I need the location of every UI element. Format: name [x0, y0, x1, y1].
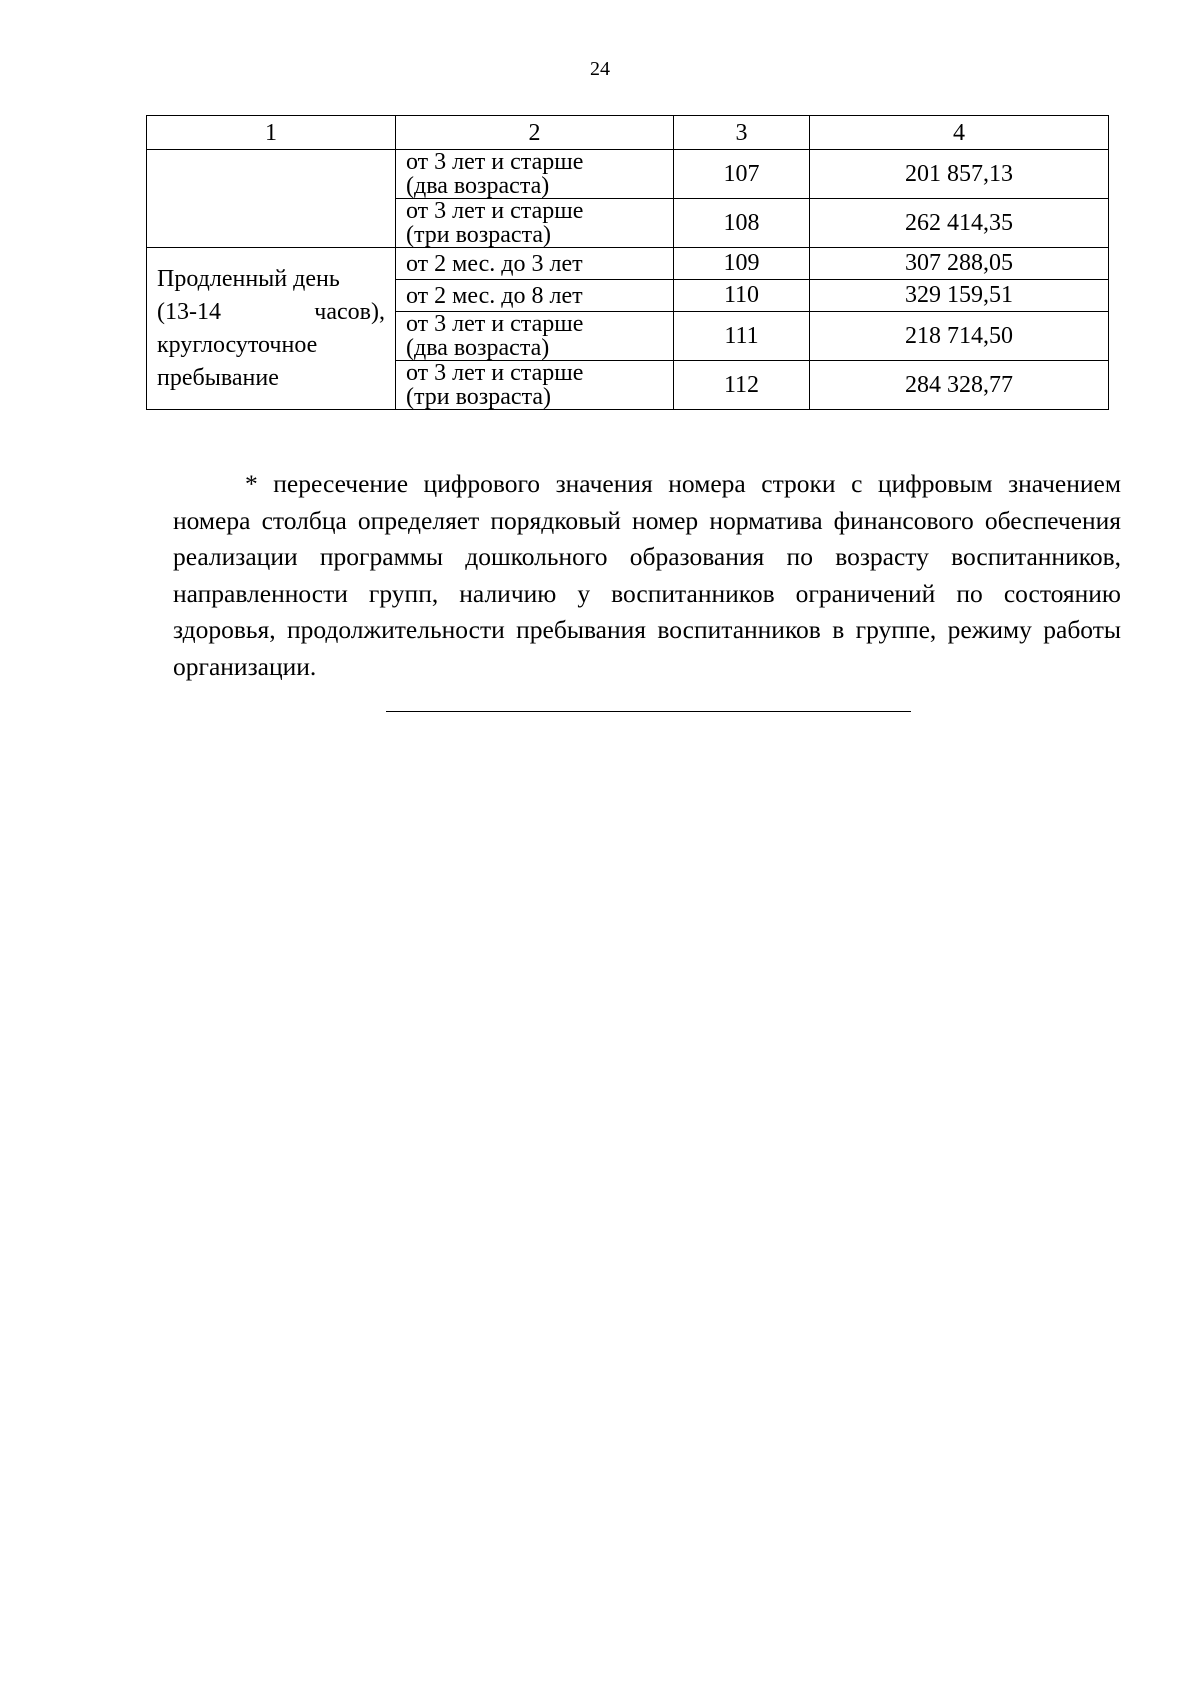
end-divider	[386, 711, 911, 712]
column-header-4: 4	[810, 116, 1109, 150]
column-header-1: 1	[147, 116, 396, 150]
norm-code-cell: 109	[674, 248, 810, 280]
age-group-cell	[396, 199, 674, 248]
age-group-line: от 3 лет и старше	[406, 149, 584, 175]
age-group-line: от 3 лет и старше	[406, 360, 584, 386]
column-header-2: 2	[396, 116, 674, 150]
footnote-text: * пересечение цифрового значения номера строки с цифровым значением номера столбца определяет порядковый номер норматива финансового обеспечения реализации программы дошкольного образования по возрасту воспитанников, направленности групп, наличию у воспитанников ограничений по состоянию здоровья, продолжительности пребывания воспитанников в группе, режиму работы организации.	[173, 469, 1121, 681]
age-group-note: (три возраста)	[406, 222, 551, 248]
age-group-cell: от 2 мес. до 3 лет	[396, 248, 674, 280]
table-header-row	[147, 116, 1109, 150]
norm-amount-cell: 329 159,51	[810, 280, 1109, 312]
age-group-note: (два возраста)	[406, 335, 550, 361]
page-number: 24	[590, 58, 610, 80]
age-group-note: (три возраста)	[406, 384, 551, 410]
norm-code-cell: 110	[674, 280, 810, 312]
age-group-line: от 3 лет и старше	[406, 311, 584, 337]
footnote	[173, 466, 1121, 685]
norm-amount-cell: 307 288,05	[810, 248, 1109, 280]
group-label-line: (13-14 часов),	[157, 298, 385, 325]
group-label-line: круглосуточное	[157, 331, 318, 358]
age-group-cell	[396, 361, 674, 410]
age-group-cell	[396, 312, 674, 361]
group-label-cell	[147, 248, 396, 410]
age-group-cell	[396, 150, 674, 199]
norm-amount-cell: 262 414,35	[810, 199, 1109, 248]
financing-norms-table	[146, 115, 1109, 410]
group-cell-empty	[147, 150, 396, 248]
column-header-3: 3	[674, 116, 810, 150]
norm-amount-cell: 201 857,13	[810, 150, 1109, 199]
norm-code-cell: 108	[674, 199, 810, 248]
table-row	[147, 248, 1109, 280]
age-group-line: от 3 лет и старше	[406, 198, 584, 224]
group-label-line: пребывание	[157, 364, 279, 391]
norm-amount-cell: 284 328,77	[810, 361, 1109, 410]
age-group-note: (два возраста)	[406, 173, 550, 199]
age-group-cell: от 2 мес. до 8 лет	[396, 280, 674, 312]
norm-amount-cell: 218 714,50	[810, 312, 1109, 361]
group-label-line: Продленный день	[157, 265, 340, 292]
table-row	[147, 150, 1109, 199]
norm-code-cell: 112	[674, 361, 810, 410]
norm-code-cell: 107	[674, 150, 810, 199]
norm-code-cell: 111	[674, 312, 810, 361]
